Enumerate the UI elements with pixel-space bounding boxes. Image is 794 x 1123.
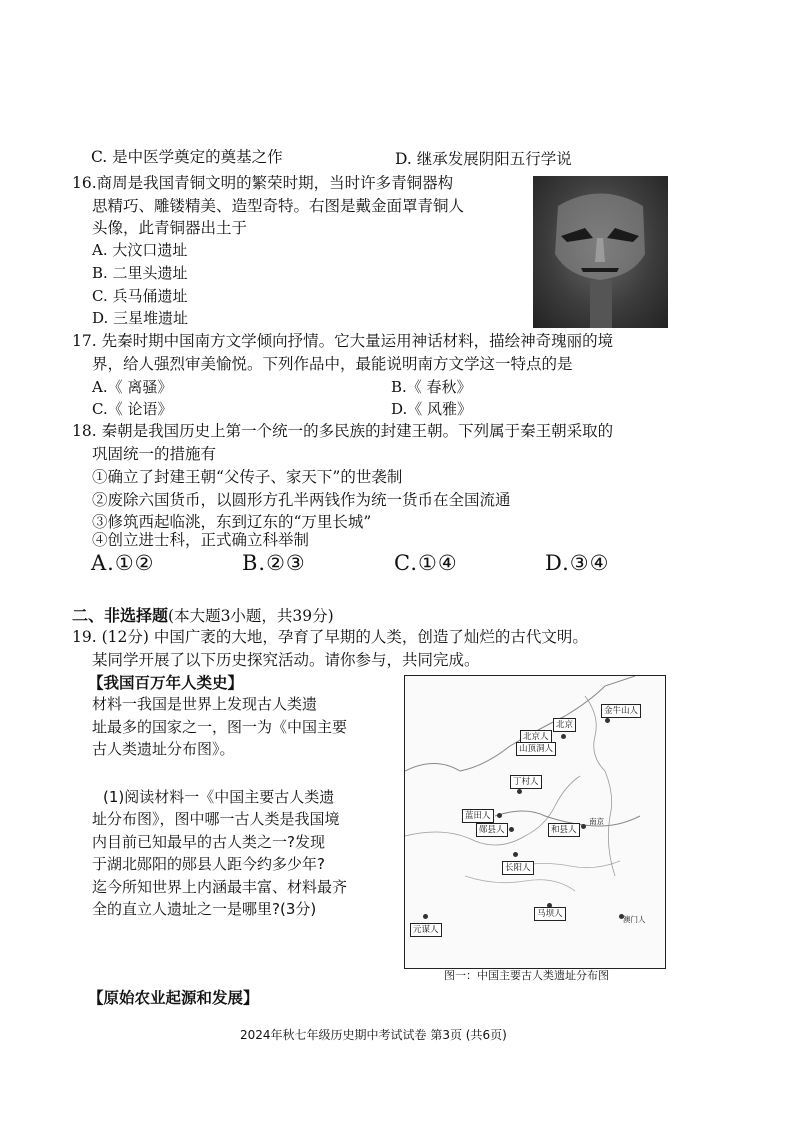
q17-option-b: B.《 春秋》 xyxy=(391,378,472,396)
map-label-nanjing: 南京 xyxy=(589,817,604,826)
q19-material-line-1: 材料一我国是世界上发现古人类遗 xyxy=(92,695,318,713)
q19-stem-line-1: 19. (12分) 中国广袤的大地，孕育了早期的人类，创造了灿烂的古代文明。 xyxy=(72,628,588,646)
q17-option-d: D.《 风雅》 xyxy=(391,400,473,418)
q18-option-a: A.①② xyxy=(91,551,155,575)
q15-option-c: C. 是中医学奠定的奠基之作 xyxy=(91,148,283,166)
q18-item-2: ②废除六国货币，以圆形方孔半两钱作为统一货币在全国流通 xyxy=(92,491,511,509)
q19-heading: 【我国百万年人类史】 xyxy=(88,673,244,692)
q16-option-c: C. 兵马俑遗址 xyxy=(92,287,188,305)
map-label-lantian: 蓝田人 xyxy=(462,809,494,823)
q18-stem-line-2: 巩固统一的措施有 xyxy=(92,445,217,463)
q17-option-c: C.《 论语》 xyxy=(92,400,173,418)
map-label-hexian: 和县人 xyxy=(548,823,580,837)
q18-option-c: C.①④ xyxy=(394,551,458,575)
map-label-aomen: 澳门人 xyxy=(623,915,646,924)
q18-stem-line-1: 18. 秦朝是我国历史上第一个统一的多民族的封建王朝。下列属于秦王朝采取的 xyxy=(72,422,614,440)
map-label-yunxian: 郧县人 xyxy=(476,823,508,837)
map-label-maba: 马坝人 xyxy=(534,907,566,921)
q19-stem-line-2: 某同学开展了以下历史探究活动。请你参与，共同完成。 xyxy=(92,651,480,669)
q18-item-4: ④创立进士科，正式确立科举制 xyxy=(92,531,310,549)
q17-stem-line-1: 17. 先秦时期中国南方文学倾向抒情。它大量运用神话材料，描绘神奇瑰丽的境 xyxy=(72,332,614,350)
q19-question-line-3: 内目前已知最早的古人类之一?发现 xyxy=(92,833,325,851)
q19-material-line-2: 址最多的国家之一，图一为《中国主要 xyxy=(92,718,348,736)
map-label-changyang: 长阳人 xyxy=(502,861,534,875)
q16-stem-line-3: 头像，此青铜器出土于 xyxy=(92,219,248,237)
map-label-yuanmou: 元谋人 xyxy=(410,923,442,937)
q18-option-b: B.②③ xyxy=(242,551,306,575)
map-label-dingcun: 丁村人 xyxy=(510,775,542,789)
section-title: 二、非选择题 xyxy=(72,606,169,625)
q19-question-line-4: 于湖北郧阳的郧县人距今约多少年? xyxy=(92,855,325,873)
map-label-beijing: 北京 xyxy=(553,718,576,732)
q19-question-line-2: 址分布图》，图中哪一古人类是我国境 xyxy=(92,810,340,828)
map-label-jinniushan: 金牛山人 xyxy=(601,704,641,718)
map-label-beijingren: 北京人 xyxy=(520,730,552,744)
q16-option-d: D. 三星堆遗址 xyxy=(92,309,189,327)
page-footer: 2024年秋七年级历史期中考试试卷 第3页 (共6页) xyxy=(240,1028,507,1042)
q15-option-d: D. 继承发展阴阳五行学说 xyxy=(395,150,572,168)
q16-stem-line-1: 16.商周是我国青铜文明的繁荣时期，当时许多青铜器构 xyxy=(72,174,454,192)
q16-option-a: A. 大汶口遗址 xyxy=(92,241,188,259)
q19-question-line-5: 迄今所知世界上内涵最丰富、材料最齐 xyxy=(92,878,348,896)
q16-option-b: B. 二里头遗址 xyxy=(92,264,188,282)
q16-stem-line-2: 思精巧、雕镂精美、造型奇特。右图是戴金面罩青铜人 xyxy=(92,197,465,215)
map-caption: 图一：中国主要古人类遗址分布图 xyxy=(444,969,609,982)
q18-option-d: D.③④ xyxy=(545,551,610,575)
bronze-mask-photo xyxy=(533,176,668,328)
q18-item-1: ①确立了封建王朝“父传子、家天下”的世袭制 xyxy=(92,468,403,486)
section-note: (本大题3小题，共39分) xyxy=(168,607,334,625)
section-heading xyxy=(72,603,334,626)
q19-question-line-6: 全的直立人遗址之一是哪里?(3分) xyxy=(92,900,317,918)
next-section-heading: 【原始农业起源和发展】 xyxy=(88,988,259,1007)
ancient-human-sites-map xyxy=(404,675,666,969)
q17-option-a: A.《 离骚》 xyxy=(92,378,173,396)
q19-question-line-1: (1)阅读材料一《中国主要古人类遗 xyxy=(103,788,335,806)
q18-item-3: ③修筑西起临洮，东到辽东的“万里长城” xyxy=(92,513,372,531)
q19-material-line-3: 古人类遗址分布图》。 xyxy=(92,740,235,758)
map-label-shandingdong: 山顶洞人 xyxy=(516,742,556,756)
q17-stem-line-2: 界，给人强烈审美愉悦。下列作品中，最能说明南方文学这一特点的是 xyxy=(92,355,573,373)
